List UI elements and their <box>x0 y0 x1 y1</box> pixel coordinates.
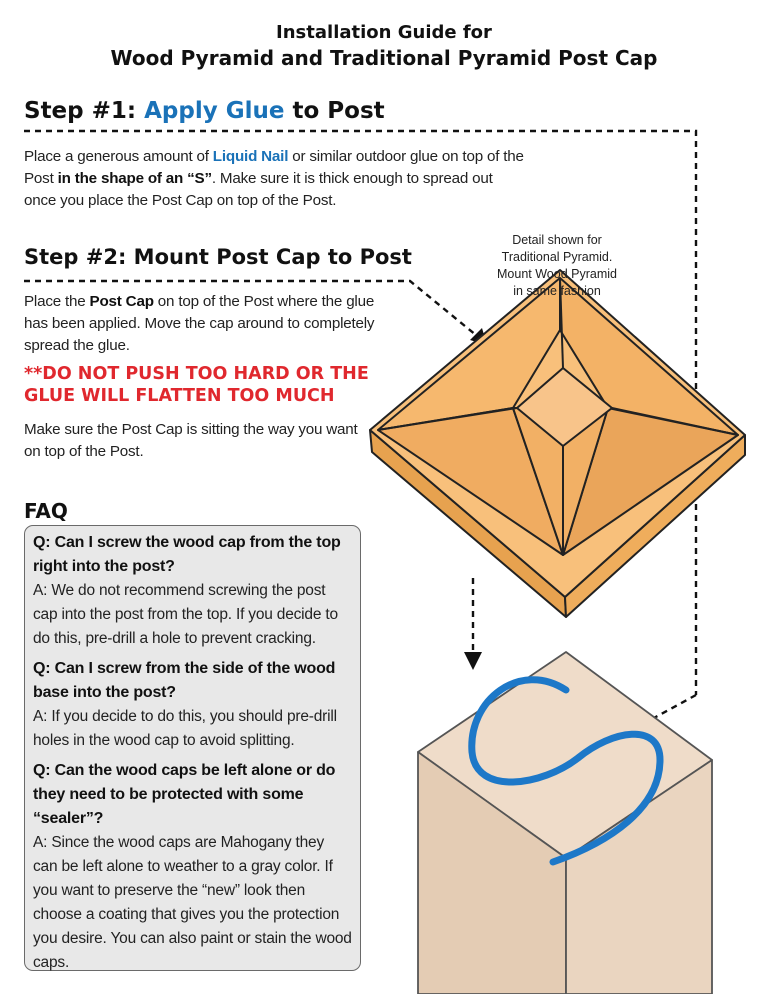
step1-highlight: Apply Glue <box>144 98 285 124</box>
warning-text: **DO NOT PUSH TOO HARD OR THE GLUE WILL FLATTEN TOO MUCH <box>24 364 369 406</box>
faq-answer: A: Since the wood caps are Mahogany they can be left alone to weather to a gray color. If you want to preserve the “new” look then choose a coating that gives you the protection you desire. You can also paint or stain the wood caps. <box>33 834 352 971</box>
page-title-line1: Installation Guide for <box>276 22 492 43</box>
faq-question: Q: Can I screw from the side of the wood base into the post? <box>33 660 336 701</box>
post-cap-drawing <box>370 270 745 617</box>
detail-note-line2: Traditional Pyramid. <box>501 250 613 264</box>
step1-text-c: or similar outdoor glue on top of the Post <box>24 148 524 187</box>
step1-text-e: . Make sure it is thick enough to spread out once you place the Post Cap on top of the Post. <box>24 170 493 209</box>
step1-text <box>24 146 524 212</box>
detail-note-line3: Mount Wood Pyramid <box>497 267 617 281</box>
step1-text-a: Place a generous amount of <box>24 148 213 165</box>
page-title-line2: Wood Pyramid and Traditional Pyramid Post Cap <box>110 46 658 70</box>
faq-box <box>24 525 361 971</box>
step2-heading: Step #2: Mount Post Cap to Post <box>24 245 412 269</box>
step2-text-c: on top of the Post where the glue has been applied. Move the cap around to completely spread the glue. <box>24 293 375 354</box>
faq-answer: A: We do not recommend screwing the post cap into the post from the top. If you decide to do this, pre-drill a hole to prevent cracking. <box>33 582 338 647</box>
step2-text-after: Make sure the Post Cap is sitting the way you want on top of the Post. <box>24 421 358 460</box>
faq-heading: FAQ <box>24 499 68 523</box>
step1-heading <box>24 98 385 124</box>
detail-note-line4: in same fashion <box>513 284 601 298</box>
post-drawing <box>418 652 712 994</box>
drop-arrowhead <box>464 652 482 670</box>
step1-prefix: Step #1: <box>24 98 145 124</box>
post-cap-highlight: Post Cap <box>89 293 154 310</box>
detail-note <box>462 232 652 300</box>
s-shape-highlight: in the shape of an “S” <box>57 170 212 187</box>
liquid-nail-highlight: Liquid Nail <box>212 148 289 165</box>
step2-text <box>24 291 384 357</box>
faq-answer: A: If you decide to do this, you should pre-drill holes in the wood cap to avoid splitting. <box>33 708 337 749</box>
detail-note-line1: Detail shown for <box>512 233 602 247</box>
step2-text-a: Place the <box>24 293 90 310</box>
faq-question: Q: Can I screw the wood cap from the top right into the post? <box>33 534 341 575</box>
step1-suffix: to Post <box>284 98 385 124</box>
faq-question: Q: Can the wood caps be left alone or do they need to be protected with some “sealer”? <box>33 762 336 827</box>
